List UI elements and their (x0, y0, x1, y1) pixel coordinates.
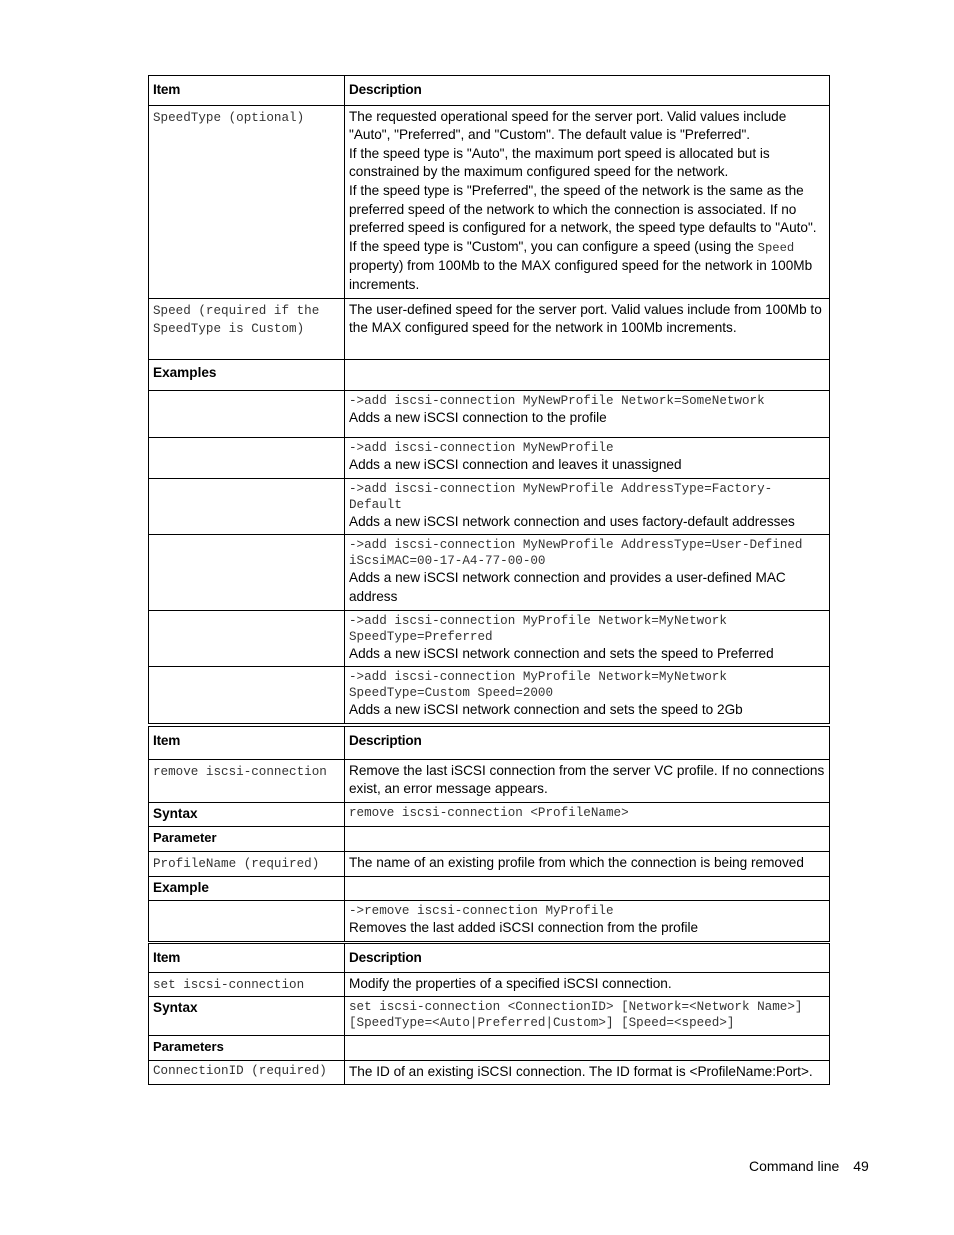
description-cell: The user-defined speed for the server port. Valid values include from 100Mb to the MAX configured speed for the network in 100Mb increments. (345, 298, 830, 359)
parameter-label: Parameter (149, 827, 345, 852)
example-row (149, 667, 830, 724)
inline-code: Speed (757, 240, 795, 255)
example-label: Example (149, 876, 345, 901)
description-text: property) from 100Mb to the MAX configured speed for the network in 100Mb increments. (349, 258, 813, 292)
syntax-code: remove iscsi-connection <ProfileName> (349, 805, 629, 820)
item-name: SpeedType (optional) (153, 110, 305, 125)
item-header: Item (149, 944, 345, 973)
footer-section: Command line (749, 1158, 840, 1174)
example-cell (345, 610, 830, 667)
description-text: If the speed type is "Custom", you can configure a speed (using the (349, 238, 758, 254)
example-command: ->add iscsi-connection MyProfile Network=MyNetwork SpeedType=Preferred (349, 613, 727, 644)
example-row (149, 478, 830, 535)
empty-cell (149, 901, 345, 942)
example-command: ->add iscsi-connection MyNewProfile (349, 441, 614, 456)
command-name: set iscsi-connection (153, 977, 305, 992)
example-cell (345, 438, 830, 479)
example-row (149, 901, 830, 942)
empty-cell (149, 610, 345, 667)
empty-cell (149, 478, 345, 535)
example-command: ->remove iscsi-connection MyProfile (349, 904, 614, 919)
example-description: Adds a new iSCSI connection and leaves it unassigned (349, 457, 682, 473)
parameters-label-row (149, 1036, 830, 1061)
description-header: Description (345, 944, 830, 973)
table-row (149, 105, 830, 298)
parameter-name: ConnectionID (required) (153, 1063, 327, 1078)
empty-cell (149, 438, 345, 479)
page-number: 49 (853, 1158, 869, 1174)
example-row (149, 391, 830, 438)
description-header: Description (345, 76, 830, 106)
empty-cell (345, 876, 830, 901)
page-footer (749, 1158, 869, 1174)
description-paragraph (349, 238, 825, 295)
description-cell: The name of an existing profile from which the connection is being removed (345, 851, 830, 876)
example-description: Adds a new iSCSI network connection and uses factory-default addresses (349, 513, 795, 529)
syntax-label: Syntax (149, 997, 345, 1036)
example-command: ->add iscsi-connection MyNewProfile AddressType=Factory-Default (349, 481, 773, 512)
item-name: Speed (required if the SpeedType is Custom) (153, 303, 320, 337)
table-header-row (149, 727, 830, 760)
description-paragraph: If the speed type is "Auto", the maximum port speed is allocated but is constrained by the maximum configured speed for the network. (349, 145, 770, 180)
parameters-label: Parameters (149, 1036, 345, 1061)
parameter-row (149, 851, 830, 876)
empty-cell (149, 535, 345, 610)
example-cell (345, 667, 830, 724)
table-row (149, 972, 830, 997)
item-header: Item (149, 76, 345, 106)
example-description: Adds a new iSCSI network connection and sets the speed to 2Gb (349, 702, 743, 718)
example-command: ->add iscsi-connection MyNewProfile AddressType=User-Defined iScsiMAC=00-17-A4-77-00-00 (349, 538, 803, 569)
example-cell (345, 535, 830, 610)
set-iscsi-table (148, 943, 830, 1085)
description-header: Description (345, 727, 830, 760)
example-description: Adds a new iSCSI connection to the profile (349, 410, 607, 426)
item-cell (149, 851, 345, 876)
example-description: Adds a new iSCSI network connection and sets the speed to Preferred (349, 645, 774, 661)
table-header-row (149, 76, 830, 106)
example-row (149, 535, 830, 610)
empty-cell (345, 1036, 830, 1061)
description-cell (345, 105, 830, 298)
item-cell (149, 972, 345, 997)
syntax-code: set iscsi-connection <ConnectionID> [Network=<Network Name>] [SpeedType=<Auto|Preferred|Custom>] [Speed=<speed>] (349, 1000, 803, 1031)
example-description: Adds a new iSCSI network connection and provides a user-defined MAC address (349, 570, 786, 604)
description-cell: The ID of an existing iSCSI connection. The ID format is <ProfileName:Port>. (345, 1060, 830, 1085)
description-cell: Modify the properties of a specified iSCSI connection. (345, 972, 830, 997)
syntax-label: Syntax (149, 802, 345, 827)
example-command: ->add iscsi-connection MyProfile Network=MyNetwork SpeedType=Custom Speed=2000 (349, 670, 727, 701)
item-cell (149, 1060, 345, 1085)
examples-label-row (149, 359, 830, 391)
syntax-cell (345, 802, 830, 827)
examples-label: Examples (149, 359, 345, 391)
example-cell (345, 901, 830, 942)
example-row (149, 438, 830, 479)
speedtype-table (148, 75, 830, 724)
example-cell (345, 391, 830, 438)
item-cell (149, 298, 345, 359)
example-label-row (149, 876, 830, 901)
empty-cell (149, 667, 345, 724)
command-name: remove iscsi-connection (153, 764, 327, 779)
item-header: Item (149, 727, 345, 760)
table-row (149, 298, 830, 359)
parameter-name: ProfileName (required) (153, 856, 320, 871)
item-cell (149, 105, 345, 298)
empty-cell (149, 391, 345, 438)
empty-cell (345, 359, 830, 391)
description-paragraph: The requested operational speed for the server port. Valid values include "Auto", "Preferred", and "Custom". The default value is "Preferred". (349, 108, 787, 143)
example-description: Removes the last added iSCSI connection from the profile (349, 920, 699, 936)
parameter-row (149, 1060, 830, 1085)
syntax-cell (345, 997, 830, 1036)
remove-iscsi-table (148, 726, 830, 942)
parameter-label-row (149, 827, 830, 852)
syntax-row (149, 802, 830, 827)
example-command: ->add iscsi-connection MyNewProfile Network=SomeNetwork (349, 394, 765, 409)
example-cell (345, 478, 830, 535)
empty-cell (345, 827, 830, 852)
table-header-row (149, 944, 830, 973)
description-cell: Remove the last iSCSI connection from the server VC profile. If no connections exist, an error message appears. (345, 759, 830, 802)
table-row (149, 759, 830, 802)
syntax-row (149, 997, 830, 1036)
example-row (149, 610, 830, 667)
item-cell (149, 759, 345, 802)
description-paragraph: If the speed type is "Preferred", the speed of the network is the same as the preferred speed of the network to which the connection is associated. If no preferred speed is configured for a network, the speed type defaults to "Auto". (349, 182, 817, 236)
